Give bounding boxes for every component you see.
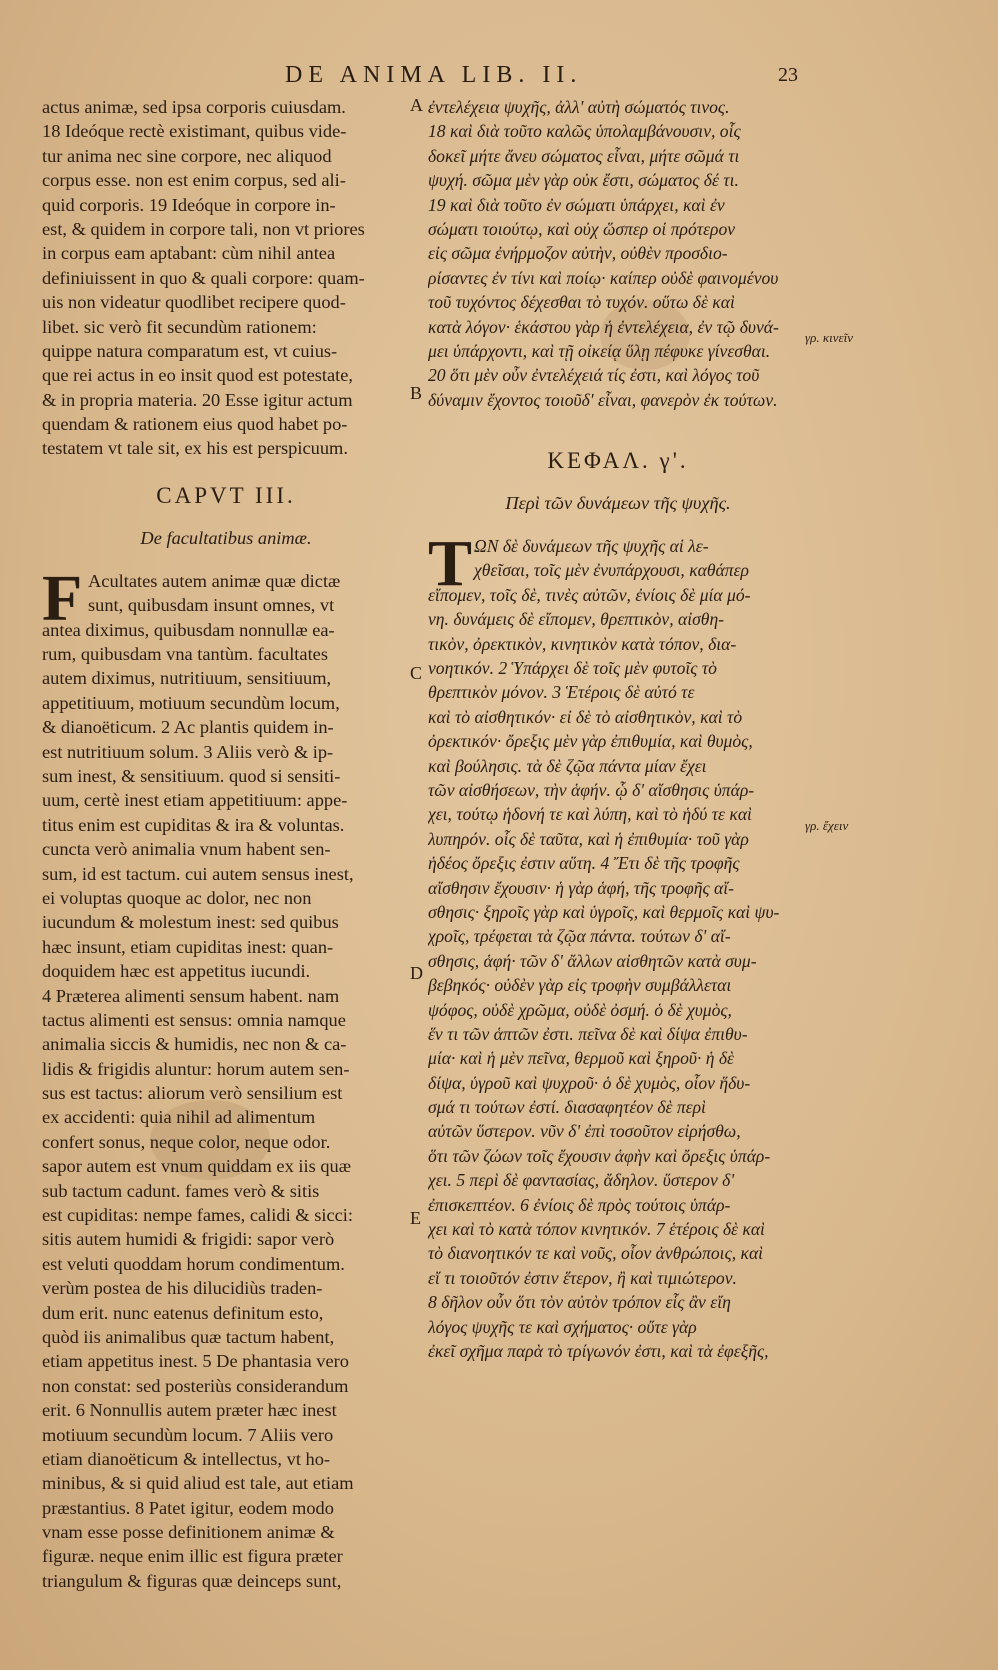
text-line: erit. 6 Nonnullis autem præter hæc inest [42,1400,337,1421]
text-line: τικὸν, ὀρεκτικὸν, κινητικὸν κατὰ τόπον, δια- [428,633,737,654]
text-line: λυπηρόν. οἷς δὲ ταῦτα, καὶ ἡ ἐπιθυμία· τοῦ γὰρ [428,828,749,849]
text-line: 18 Ideóque rectè existimant, quibus vide- [42,121,347,142]
text-line: sus est tactus: aliorum verò sensilium est [42,1083,343,1104]
text-line: δύναμιν ἔχοντος τοιοῦδ' εἶναι, φανερὸν ἐκ τούτων. [428,389,778,410]
text-line: figuræ. neque enim illic est figura præter [42,1546,343,1567]
text-line: κατὰ λόγον· ἑκάστου γὰρ ἡ ἐντελέχεια, ἐν τῷ δυνά- [428,316,779,337]
text-line: uis non videatur quodlibet recipere quod- [42,292,346,313]
text-line: ὀρεκτικόν· ὄρεξις μὲν γὰρ ἐπιθυμία, καὶ θυμὸς, [428,731,753,752]
text-line: titus enim est cupiditas & ira & voluntas. [42,814,345,835]
text-line: iucundum & molestum inest: sed quibus [42,912,339,933]
text-line: hæc insunt, etiam cupiditas inest: quan- [42,936,334,957]
text-line: δοκεῖ μήτε ἄνευ σώματος εἶναι, μήτε σῶμά τι [428,145,740,166]
text-line: ρίσαντες ἐν τίνι καὶ ποίῳ· καίπερ οὐδὲ φαινομένου [428,267,779,288]
text-line: quippe natura comparatum est, vt cuius- [42,340,338,361]
text-line: ex accidenti: quia nihil ad alimentum [42,1107,316,1128]
text-line: χθεῖσαι, τοῖς μὲν ἐνυπάρχουσι, καθάπερ [474,560,749,581]
text-line: sum, id est tactum. cui autem sensus inest, [42,863,354,884]
text-line: 20 ὅτι μὲν οὖν ἐντελέχειά τίς ἐστι, καὶ λόγος τοῦ [428,365,760,386]
margin-letter-c: C [410,663,423,683]
latin-chapter-subtitle: De facultatibus animæ. [140,527,312,548]
text-line: καὶ τὸ αἰσθητικόν· εἰ δὲ τὸ αἰσθητικὸν, καὶ τὸ [428,706,743,727]
text-line: doquidem hæc est appetitus iucundi. [42,961,311,982]
greek-chapter-title: ΚΕΦΑΛ. γ'. [547,448,689,474]
text-line: lidis & frigidis aluntur: horum autem sen- [42,1058,350,1079]
margin-note-variant: γρ. κινεῖν [805,330,853,345]
text-line: cuncta verò animalia vnum habent sen- [42,839,331,860]
text-line: τῶν αἰσθήσεων, τὴν ἁφήν. ᾧ δ' αἴσθησις ὑπάρ- [428,779,755,800]
text-line: est cupiditas: nempe fames, calidi & sicci: [42,1205,354,1226]
text-line: τοῦ τυχόντος δέχεσθαι τὸ τυχόν. οὕτω δὲ καὶ [428,292,735,313]
latin-chapter-title: CAPVT III. [156,482,296,508]
text-line: quòd iis animalibus quæ tactum habent, [42,1326,335,1347]
text-line: ὅτι τῶν ζώων τοῖς ἔχουσιν ἁφὴν καὶ ὄρεξις ὑπάρ- [428,1145,771,1166]
text-line: τὸ διανοητικόν τε καὶ νοῦς, οἷον ἀνθρώποις, καὶ [428,1243,764,1264]
text-line: actus animæ, sed ipsa corporis cuiusdam. [42,97,346,117]
text-line: σμά τι τούτων ἐστί. διασαφητέον δὲ περὶ [428,1097,706,1118]
text-line: ἐκεῖ σχῆμα παρὰ τὸ τρίγωνόν ἐστι, καὶ τὰ ἐφεξῆς, [428,1340,769,1361]
latin-body [42,561,410,1593]
text-line: & dianoëticum. 2 Ac plantis quidem in- [42,717,334,738]
text-line: ψόφος, οὐδὲ χρῶμα, οὐδὲ ὀσμή. ὁ δὲ χυμὸς, [428,999,732,1020]
text-line: ΩΝ δὲ δυνάμεων τῆς ψυχῆς αἱ λε- [474,536,709,557]
margin-letter-a: A [410,95,423,115]
text-line: εἴπομεν, τοῖς δὲ, τινὲς αὐτῶν, ἐνίοις δὲ μία μό- [428,584,751,605]
latin-column [42,95,410,1593]
text-line: δίψα, ὑγροῦ καὶ ψυχροῦ· ὁ δὲ χυμὸς, οἷον ἥδυ- [428,1072,751,1093]
text-line: sub tactum cadunt. fames verò & sitis [42,1180,320,1201]
text-line: sum inest, & sensitiuum. quod si sensiti- [42,765,341,786]
text-line: quid corporis. 19 Ideóque in corpore in- [42,194,336,215]
text-line: appetitiuum, motiuum secundùm locum, [42,692,340,713]
text-line: ἐπισκεπτέον. 6 ἐνίοις δὲ πρὸς τούτοις ὑπάρ- [428,1194,731,1215]
text-line: definiuissent in quo & quali corpore: quam- [42,267,365,288]
text-line: 8 δῆλον οὖν ὅτι τὸν αὐτὸν τρόπον εἷς ἂν εἴη [428,1292,731,1313]
text-line: αἴσθησιν ἔχουσιν· ἡ γὰρ ἁφή, τῆς τροφῆς αἴ- [428,877,735,898]
text-line: est nutritiuum solum. 3 Aliis verò & ip- [42,741,334,762]
text-line: triangulum & figuras quæ deinceps sunt, [42,1570,342,1591]
text-line: ψυχή. σῶμα μὲν γὰρ οὐκ ἔστι, σώματος δέ τι. [428,170,739,191]
text-line: καὶ βούλησις. τὰ δὲ ζῷα πάντα μίαν ἔχει [428,755,707,776]
greek-column [428,95,808,1363]
text-line: tactus alimenti est sensus: omnia namque [42,1009,346,1030]
text-line: ei voluptas quoque ac dolor, nec non [42,887,312,908]
text-line: σώματι τοιούτῳ, καὶ οὐχ ὥσπερ οἱ πρότερον [428,218,736,239]
text-line: antea diximus, quibusdam nonnullæ ea- [42,619,335,640]
text-line: vnam esse posse definitionem animæ & [42,1522,335,1543]
text-line: minibus, & si quid aliud est tale, aut etiam [42,1473,354,1494]
text-line: ἕν τι τῶν ἁπτῶν ἐστι. πεῖνα δὲ καὶ δίψα ἐπιθυ- [428,1023,748,1044]
text-line: quendam & rationem eius quod habet po- [42,414,348,435]
page-number: 23 [778,64,798,86]
text-line: animalia siccis & humidis, nec non & ca- [42,1034,347,1055]
text-line: sitis autem humidi & frigidi: sapor verò [42,1229,335,1250]
text-line: σθησις· ξηροῖς γὰρ καὶ ὑγροῖς, καὶ θερμοῖς καὶ ψυ- [428,901,780,922]
text-line: sapor autem est vnum quiddam ex iis quæ [42,1156,352,1177]
text-line: νη. δυνάμεις δὲ εἴπομεν, θρεπτικὸν, αἰσθη- [428,609,725,630]
text-line: μία· καὶ ἡ μὲν πεῖνα, θερμοῦ καὶ ξηροῦ· ἡ δὲ [428,1048,734,1069]
text-line: que rei actus in eo insit quod est potestate, [42,365,354,386]
text-line: σθησις, ἁφή· τῶν δ' ἄλλων αἰσθητῶν κατὰ συμ- [428,950,757,971]
greek-body-text [428,527,808,1363]
text-line: testatem vt tale sit, ex his est perspicuum. [42,438,348,459]
margin-letter-b: B [410,383,423,403]
text-line: est veluti quoddam horum condimentum. [42,1253,345,1274]
text-line: 19 καὶ διὰ τοῦτο ἐν σώματι ὑπάρχει, καὶ ἐν [428,194,725,215]
text-line: etiam appetitus inest. 5 De phantasia vero [42,1351,349,1372]
greek-chapter-subtitle: Περὶ τῶν δυνάμεων τῆς ψυχῆς. [505,493,731,514]
text-line: in corpus eam aptabant: cùm nihil antea [42,243,336,264]
text-line: χει. 5 περὶ δὲ φαντασίας, ἄδηλον. ὕστερον δ' [428,1170,735,1191]
text-line: 4 Præterea alimenti sensum habent. nam [42,985,340,1006]
text-line: uum, certè inest etiam appetitiuum: appe- [42,790,348,811]
text-line: μει ὑπάρχοντι, καὶ τῇ οἰκείᾳ ὕλῃ πέφυκε γίνεσθαι. [428,340,771,361]
text-line: & in propria materia. 20 Esse igitur actum [42,389,353,410]
latin-body-text [42,561,410,1593]
text-line: 18 καὶ διὰ τοῦτο καλῶς ὑπολαμβάνουσιν, οἷς [428,121,741,142]
greek-dropcap: Τ [428,527,473,601]
running-title: DE ANIMA LIB. II. [285,62,583,88]
greek-top-text [428,95,808,412]
latin-top-text [42,95,410,461]
text-line: autem diximus, nutritiuum, sensitiuum, [42,668,332,689]
margin-letter-e: E [410,1208,421,1228]
text-line: νοητικόν. 2 Ὑπάρχει δὲ τοῖς μὲν φυτοῖς τὸ [428,658,717,679]
latin-dropcap: F [42,561,83,635]
margin-letter-d: D [410,963,423,983]
text-line: dum erit. nunc eatenus definitum esto, [42,1302,324,1323]
text-line: tur anima nec sine corpore, nec aliquod [42,145,332,166]
margin-note-variant: γρ. ἔχειν [805,818,849,833]
text-line: sunt, quibusdam insunt omnes, vt [88,595,335,616]
text-line: rum, quibusdam vna tantùm. facultates [42,644,329,665]
text-line: χει καὶ τὸ κατὰ τόπον κινητικόν. 7 ἑτέροις δὲ καὶ [428,1219,765,1240]
text-line: motiuum secundùm locum. 7 Aliis vero [42,1424,334,1445]
text-line: χροῖς, τρέφεται τὰ ζῷα πάντα. τούτων δ' αἴ- [428,926,731,947]
text-line: ἐντελέχεια ψυχῆς, ἀλλ' αὐτὴ σώματός τινος. [428,97,730,117]
text-line: εἰς σῶμα ἐνήρμοζον αὐτὴν, οὐθὲν προσδιο- [428,243,728,264]
text-line: εἴ τι τοιοῦτόν ἐστιν ἕτερον, ἢ καὶ τιμιώτερον. [428,1267,737,1288]
text-line: confert sonus, neque color, neque odor. [42,1131,331,1152]
text-line: λόγος ψυχῆς τε καὶ σχήματος· οὔτε γὰρ [428,1316,697,1337]
text-line: Acultates autem animæ quæ dictæ [88,570,341,591]
text-line: præstantius. 8 Patet igitur, eodem modo [42,1497,334,1518]
text-line: χει, τούτῳ ἡδονή τε καὶ λύπη, καὶ τὸ ἡδύ τε καὶ [428,804,752,825]
text-line: verùm postea de his dilucidiùs traden- [42,1278,323,1299]
text-line: etiam dianoëticum & intellectus, vt ho- [42,1448,331,1469]
text-line: non constat: sed posteriùs considerandum [42,1375,349,1396]
greek-body [428,527,808,1363]
text-line: libet. sic verò fit secundùm rationem: [42,316,317,337]
text-line: est, & quidem in corpore tali, non vt priores [42,218,365,239]
text-line: βεβηκός· οὐδὲν γὰρ εἰς τροφὴν συμβάλλεται [428,975,732,996]
text-line: ἡδέος ὄρεξις ἐστιν αὕτη. 4 Ἔτι δὲ τῆς τροφῆς [428,853,740,874]
text-line: corpus esse. non est enim corpus, sed ali- [42,170,346,191]
text-line: θρεπτικὸν μόνον. 3 Ἑτέροις δὲ αὐτό τε [428,682,695,703]
text-line: αὐτῶν ὕστερον. νῦν δ' ἐπὶ τοσοῦτον εἰρήσθω, [428,1121,741,1142]
